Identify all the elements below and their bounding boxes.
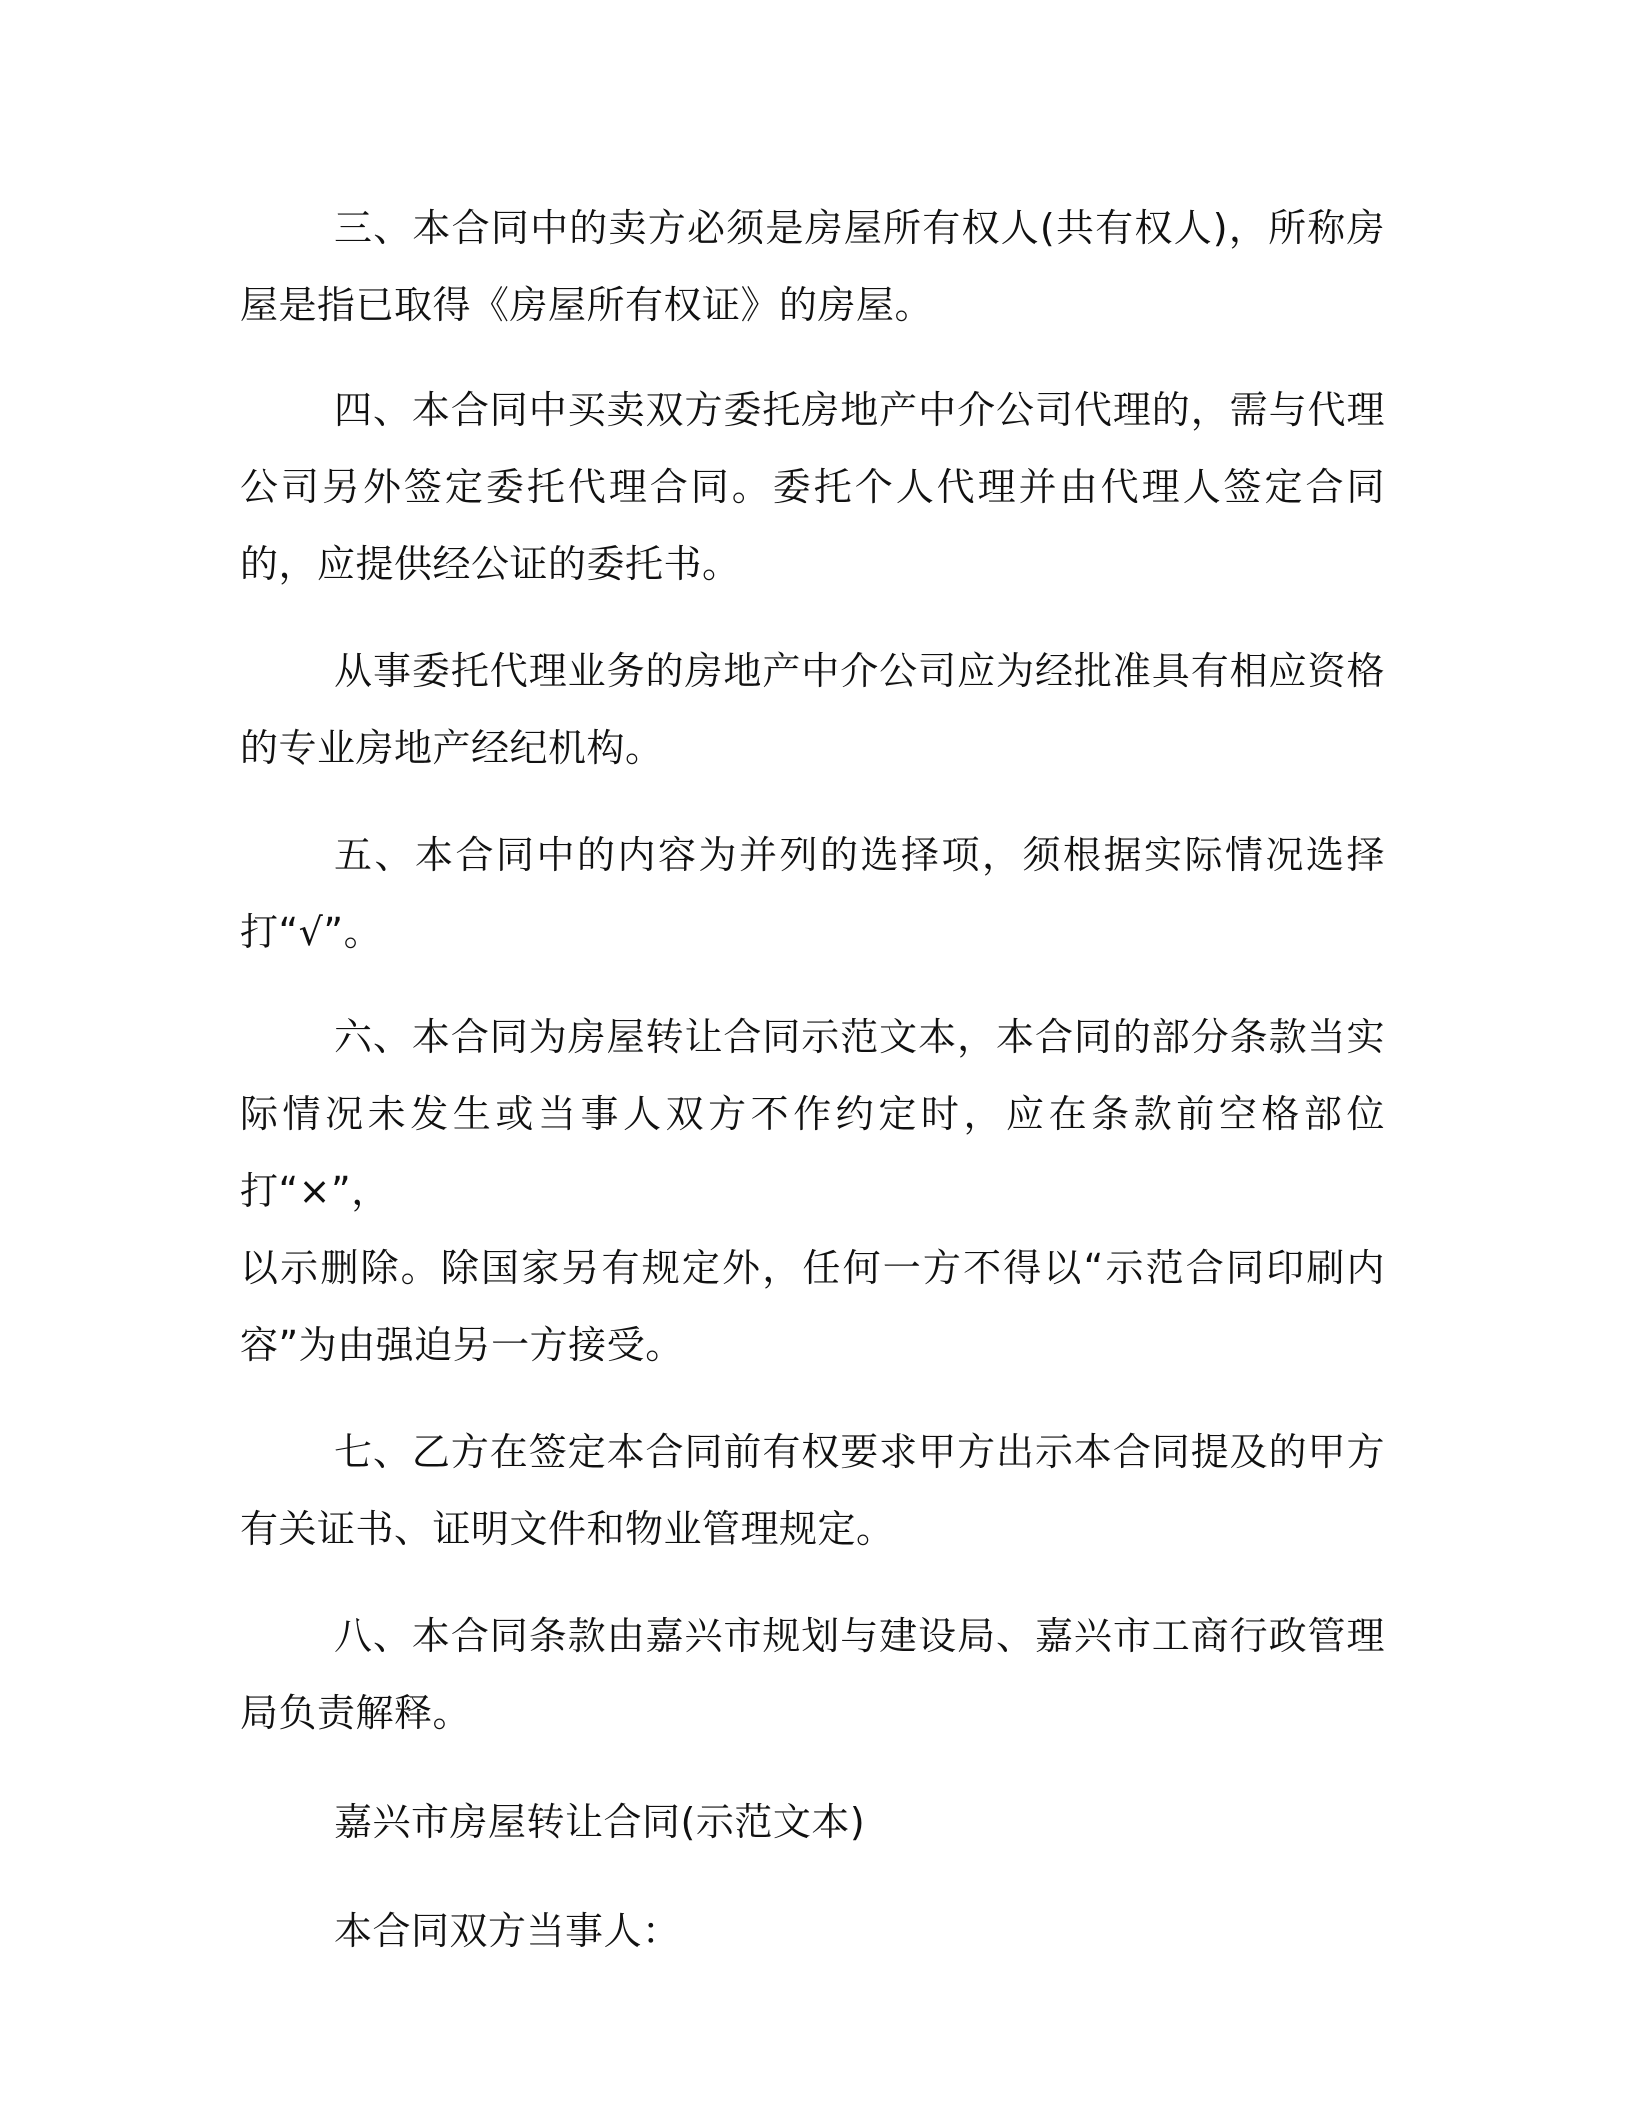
paragraph-item-6 bbox=[240, 999, 1385, 1384]
document-page bbox=[240, 190, 1385, 1970]
paragraph-item-4: 四、本合同中买卖双方委托房地产中介公司代理的，需与代理公司另外签定委托代理合同。委托个人代理并由代理人签定合同的，应提供经公证的委托书。 bbox=[240, 388, 1385, 586]
paragraph-item-6-part2: 以示删除。除国家另有规定外，任何一方不得以“示范合同印刷内容”为由强迫另一方接受。 bbox=[240, 1246, 1385, 1367]
paragraph-item-8: 八、本合同条款由嘉兴市规划与建设局、嘉兴市工商行政管理局负责解释。 bbox=[240, 1614, 1385, 1735]
paragraph-agent-qualification: 从事委托代理业务的房地产中介公司应为经批准具有相应资格的专业房地产经纪机构。 bbox=[240, 649, 1385, 770]
parties-label: 本合同双方当事人： bbox=[334, 1909, 681, 1953]
paragraph-item-6-part1: 六、本合同为房屋转让合同示范文本，本合同的部分条款当实际情况未发生或当事人双方不作约定时，应在条款前空格部位打“×”， bbox=[240, 1015, 1385, 1213]
contract-title: 嘉兴市房屋转让合同(示范文本) bbox=[334, 1800, 866, 1844]
paragraph-item-3: 三、本合同中的卖方必须是房屋所有权人(共有权人)，所称房屋是指已取得《房屋所有权证》的房屋。 bbox=[240, 206, 1385, 327]
paragraph-item-5: 五、本合同中的内容为并列的选择项，须根据实际情况选择打“√”。 bbox=[240, 833, 1385, 954]
paragraph-item-7: 七、乙方在签定本合同前有权要求甲方出示本合同提及的甲方有关证书、证明文件和物业管理规定。 bbox=[240, 1430, 1385, 1551]
